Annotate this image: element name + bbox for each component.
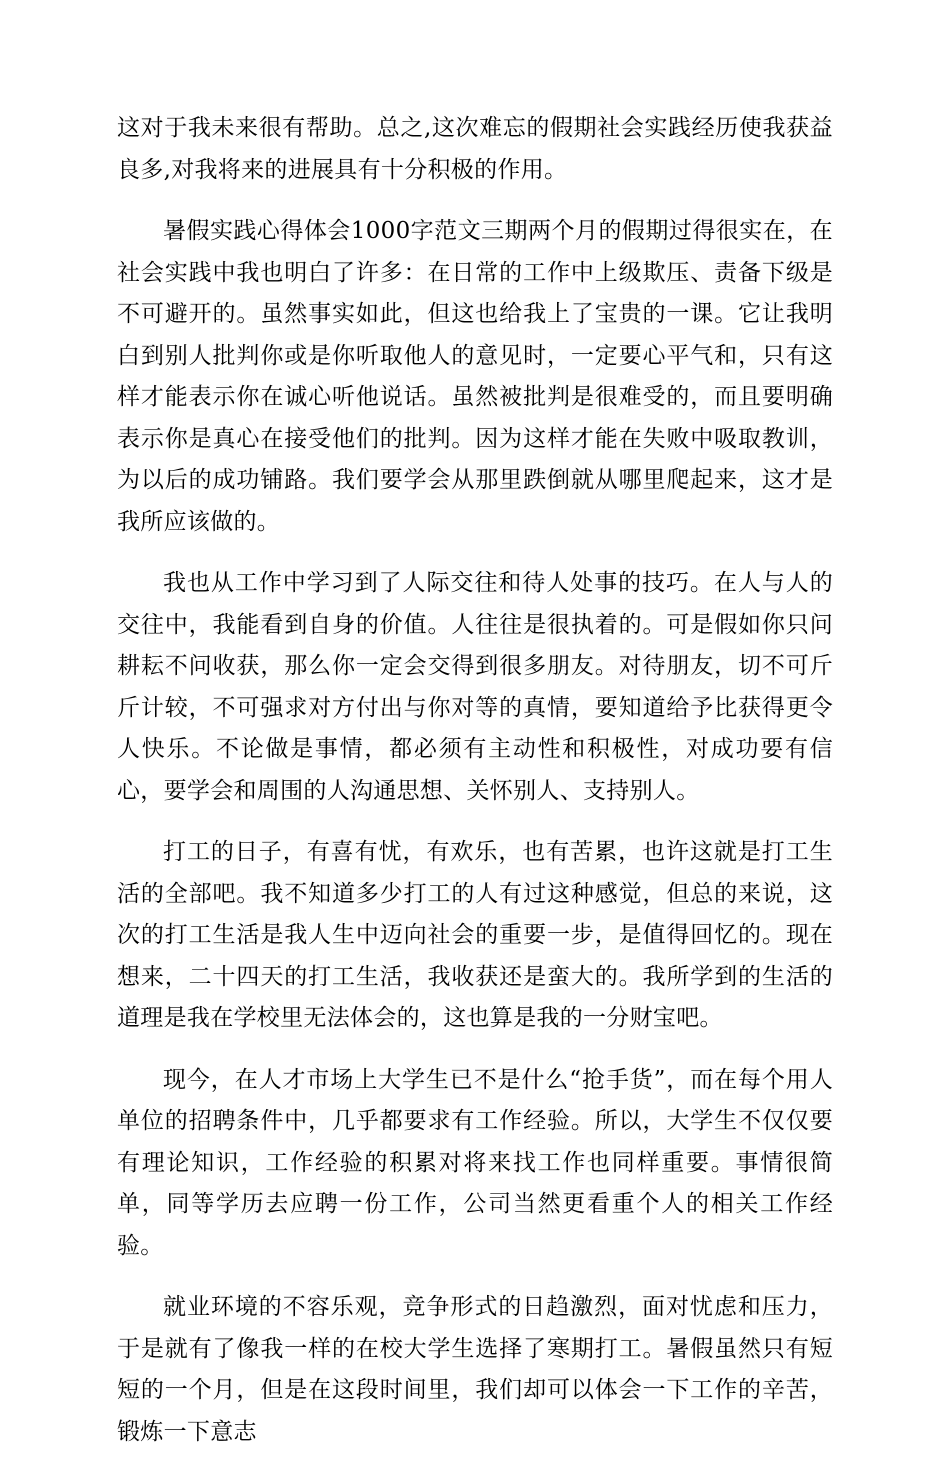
paragraph-4: 打工的日子，有喜有忧，有欢乐，也有苦累，也许这就是打工生活的全部吧。我不知道多少打工的人有过这种感觉，但总的来说，这次的打工生活是我人生中迈向社会的重要一步，是值得回忆的。现在想来，二十四天的打工生活，我收获还是蛮大的。我所学到的生活的道理是我在学校里无法体会的，这也算是我的一分财宝吧。	[117, 839, 833, 1031]
paragraph-1: 这对于我未来很有帮助。总之,这次难忘的假期社会实践经历使我获益良多,对我将来的进展具有十分积极的作用。	[117, 115, 833, 183]
paragraph-6: 就业环境的不容乐观，竞争形式的日趋激烈，面对忧虑和压力，于是就有了像我一样的在校大学生选择了寒期打工。暑假虽然只有短短的一个月，但是在这段时间里，我们却可以体会一下工作的辛苦，锻炼一下意志	[117, 1294, 833, 1445]
paragraph-2: 暑假实践心得体会1000字范文三期两个月的假期过得很实在，在社会实践中我也明白了许多：在日常的工作中上级欺压、责备下级是不可避开的。虽然事实如此，但这也给我上了宝贵的一课。它让我明白到别人批判你或是你听取他人的意见时，一定要心平气和，只有这样才能表示你在诚心听他说话。虽然被批判是很难受的，而且要明确表示你是真心在接受他们的批判。因为这样才能在失败中吸取教训，为以后的成功铺路。我们要学会从那里跌倒就从哪里爬起来，这才是我所应该做的。	[117, 218, 833, 535]
document-page	[117, 108, 833, 1473]
paragraph-3: 我也从工作中学习到了人际交往和待人处事的技巧。在人与人的交往中，我能看到自身的价值。人往往是很执着的。可是假如你只问耕耘不问收获，那么你一定会交得到很多朋友。对待朋友，切不可斤斤计较，不可强求对方付出与你对等的真情，要知道给予比获得更令人快乐。不论做是事情，都必须有主动性和积极性，对成功要有信心，要学会和周围的人沟通思想、关怀别人、支持别人。	[117, 570, 833, 804]
paragraph-5: 现今，在人才市场上大学生已不是什么“抢手货”，而在每个用人单位的招聘条件中，几乎都要求有工作经验。所以，大学生不仅仅要有理论知识，工作经验的积累对将来找工作也同样重要。事情很简单，同等学历去应聘一份工作，公司当然更看重个人的相关工作经验。	[117, 1066, 833, 1259]
